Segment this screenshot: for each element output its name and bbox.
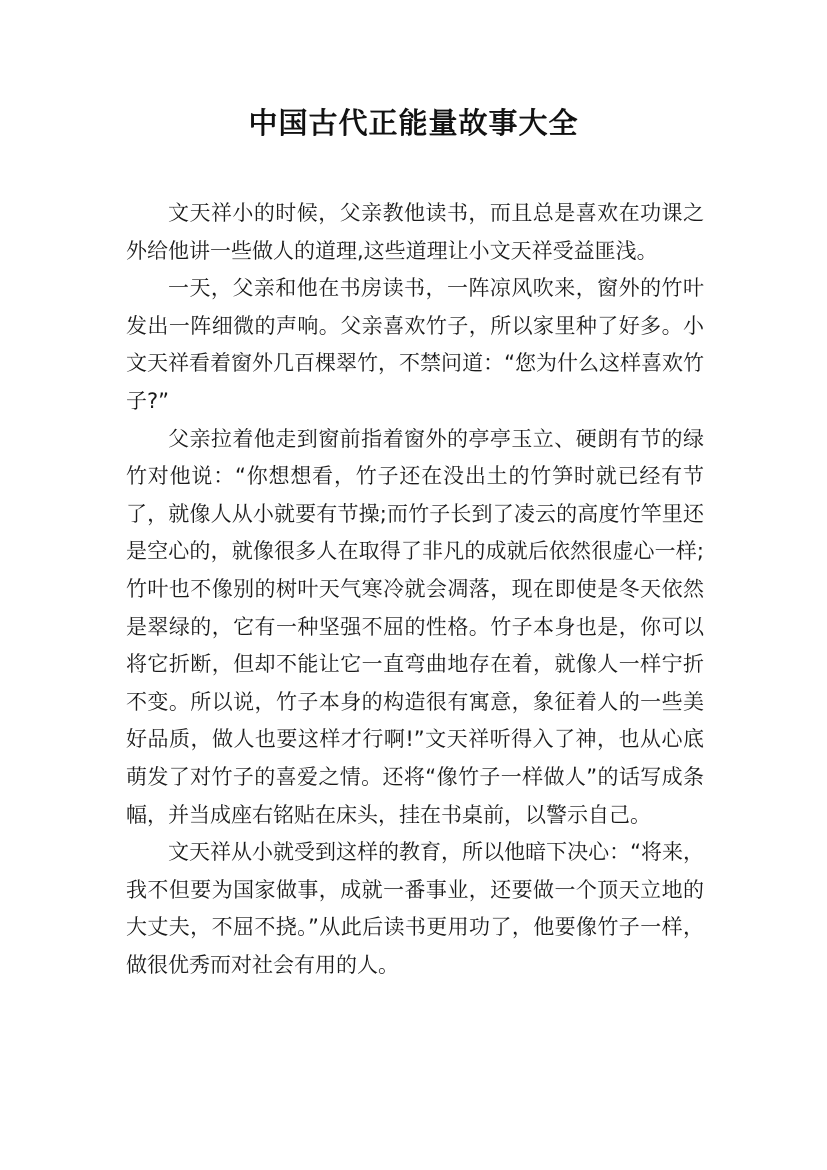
document-body bbox=[126, 195, 704, 984]
paragraph-2: 一天，父亲和他在书房读书，一阵凉风吹来，窗外的竹叶发出一阵细微的声响。父亲喜欢竹子，所以家里种了好多。小文天祥看着窗外几百棵翠竹，不禁问道：“您为什么这样喜欢竹子?” bbox=[126, 276, 704, 413]
paragraph-4: 文天祥从小就受到这样的教育，所以他暗下决心：“将来，我不但要为国家做事，成就一番事业，还要做一个顶天立地的大丈夫，不屈不挠。”从此后读书更用功了，他要像竹子一样，做很优秀而对社会有用的人。 bbox=[126, 840, 704, 977]
paragraph-3: 父亲拉着他走到窗前指着窗外的亭亭玉立、硬朗有节的绿竹对他说：“你想想看，竹子还在没出土的竹笋时就已经有节了，就像人从小就要有节操;而竹子长到了凌云的高度竹竿里还是空心的，就像很多人在取得了非凡的成就后依然很虚心一样;竹叶也不像别的树叶天气寒冷就会凋落，现在即使是冬天依然是翠绿的，它有一种坚强不屈的性格。竹子本身也是，你可以将它折断，但却不能让它一直弯曲地存在着，就像人一样宁折不变。所以说，竹子本身的构造很有寓意，象征着人的一些美好品质，做人也要这样才行啊!”文天祥听得入了神，也从心底萌发了对竹子的喜爱之情。还将“像竹子一样做人”的话写成条幅，并当成座右铭贴在床头，挂在书桌前，以警示自己。 bbox=[126, 426, 704, 827]
document-title: 中国古代正能量故事大全 bbox=[248, 106, 579, 140]
paragraph-1: 文天祥小的时候，父亲教他读书，而且总是喜欢在功课之外给他讲一些做人的道理,这些道理让小文天祥受益匪浅。 bbox=[126, 201, 704, 263]
